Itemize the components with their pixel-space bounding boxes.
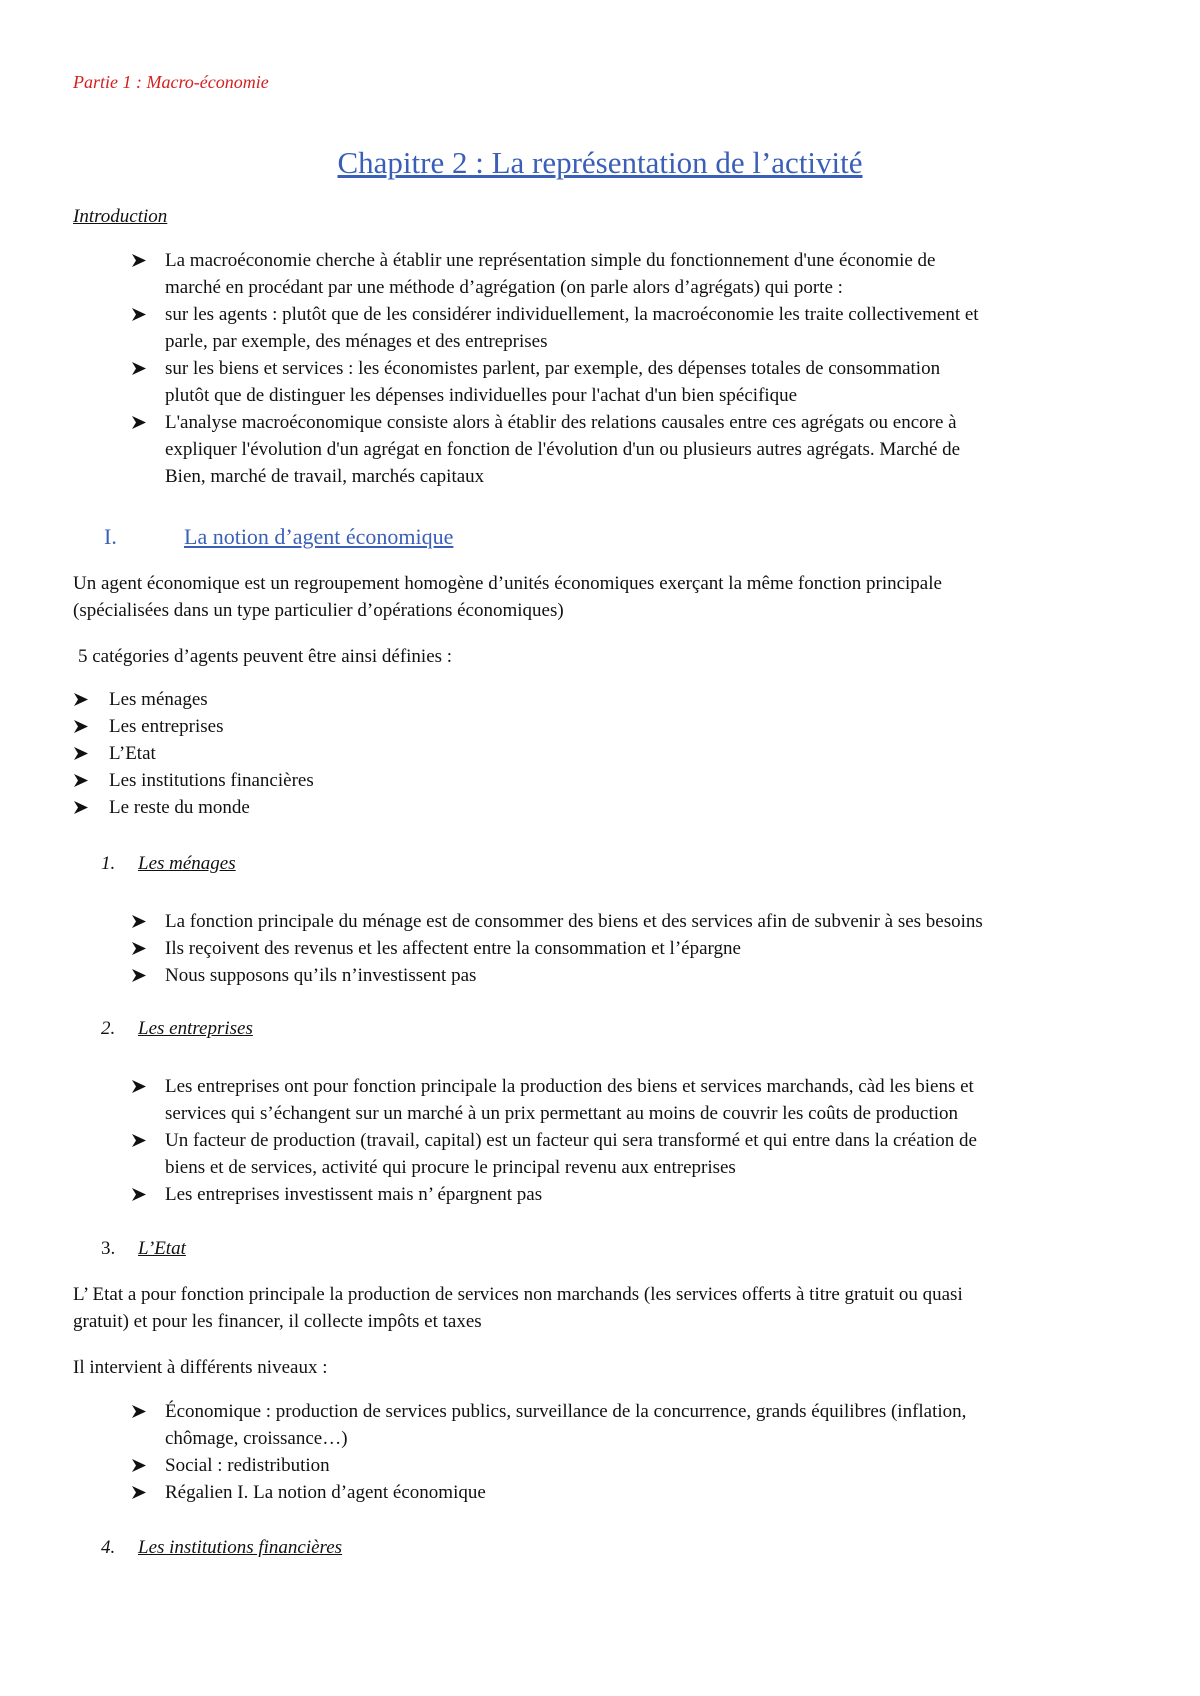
text-line: Ils reçoivent des revenus et les affectent entre la consommation et l’épargne [165, 938, 741, 959]
text-line: Les entreprises ont pour fonction principale la production des biens et services marchands, càd les biens et [165, 1076, 974, 1097]
text-line: sur les agents : plutôt que de les considérer individuellement, la macroéconomie les traite collectivement et [165, 304, 979, 325]
subsection-heading-menages: 1. Les ménages [101, 853, 236, 874]
text-line: Régalien I. La notion d’agent économique [165, 1482, 486, 1503]
arrow-bullet-icon [131, 415, 147, 430]
text-line: Les ménages [109, 689, 208, 710]
text-line: La macroéconomie cherche à établir une représentation simple du fonctionnement d'une économie de [165, 250, 936, 271]
text-line: La fonction principale du ménage est de consommer des biens et des services afin de subvenir à ses besoins [165, 911, 983, 932]
subsection-heading-etat: 3. L’Etat [101, 1238, 186, 1259]
arrow-bullet-icon [73, 719, 89, 734]
arrow-bullet-icon [131, 1404, 147, 1419]
section-heading-agent: I. La notion d’agent économique [104, 524, 454, 549]
category-list-item [73, 767, 1073, 794]
category-list-item [73, 794, 1073, 821]
text-line: biens et de services, activité qui procure le principal revenu aux entreprises [165, 1157, 736, 1178]
arrow-bullet-icon [131, 914, 147, 929]
introduction-list-item [131, 247, 1131, 301]
arrow-bullet-icon [131, 307, 147, 322]
text-line: marché en procédant par une méthode d’agrégation (on parle alors d’agrégats) qui porte : [165, 277, 843, 298]
introduction-heading: Introduction [73, 206, 168, 227]
introduction-list-item [131, 301, 1131, 355]
text-line: Les entreprises investissent mais n’ épargnent pas [165, 1184, 543, 1205]
etat-levels-list [131, 1398, 1131, 1506]
text-line: expliquer l'évolution d'un agrégat en fonction de l'évolution d'un ou plusieurs autres agrégats. Marché de [165, 439, 961, 460]
text-line: (spécialisées dans un type particulier d’opérations économiques) [73, 600, 564, 621]
arrow-bullet-icon [131, 1485, 147, 1500]
text-line: L'analyse macroéconomique consiste alors à établir des relations causales entre ces agrégats ou encore à [165, 412, 957, 433]
etat-level-item [131, 1452, 1131, 1479]
text-line: sur les biens et services : les économistes parlent, par exemple, des dépenses totales de consommation [165, 358, 941, 379]
text-line: Les institutions financières [109, 770, 314, 791]
arrow-bullet-icon [131, 941, 147, 956]
arrow-bullet-icon [131, 1458, 147, 1473]
text-line: Économique : production de services publics, surveillance de la concurrence, grands équilibres (inflation, [165, 1401, 967, 1422]
entreprises-list-item [131, 1127, 1131, 1181]
text-line: chômage, croissance…) [165, 1428, 348, 1449]
arrow-bullet-icon [131, 1133, 147, 1148]
entreprises-list [131, 1073, 1131, 1208]
etat-definition [73, 1281, 1133, 1335]
categories-list [73, 686, 1073, 821]
arrow-bullet-icon [131, 1187, 147, 1202]
text-line: Social : redistribution [165, 1455, 330, 1476]
entreprises-list-item [131, 1073, 1131, 1127]
menages-list-item [131, 908, 1131, 935]
chapter-title: Chapitre 2 : La représentation de l’activité [337, 145, 863, 180]
text-line: parle, par exemple, des ménages et des entreprises [165, 331, 548, 352]
menages-list-item [131, 935, 1131, 962]
subsection-heading-entreprises: 2. Les entreprises [101, 1018, 253, 1039]
category-list-item [73, 686, 1073, 713]
text-line: Le reste du monde [109, 797, 250, 818]
arrow-bullet-icon [73, 800, 89, 815]
text-line: Un agent économique est un regroupement homogène d’unités économiques exerçant la même fonction principale [73, 573, 942, 594]
etat-level-item [131, 1479, 1131, 1506]
subsection-heading-institutions: 4. Les institutions financières [101, 1537, 343, 1558]
text-line: L’ Etat a pour fonction principale la production de services non marchands (les services offerts à titre gratuit ou quasi [73, 1284, 963, 1305]
entreprises-list-item [131, 1181, 1131, 1208]
arrow-bullet-icon [131, 361, 147, 376]
category-list-item [73, 713, 1073, 740]
arrow-bullet-icon [73, 773, 89, 788]
arrow-bullet-icon [73, 746, 89, 761]
text-line: gratuit) et pour les financer, il collecte impôts et taxes [73, 1311, 482, 1332]
arrow-bullet-icon [131, 1079, 147, 1094]
text-line: Les entreprises [109, 716, 224, 737]
arrow-bullet-icon [73, 692, 89, 707]
categories-intro: 5 catégories d’agents peuvent être ainsi définies : [78, 646, 453, 667]
text-line: services qui s’échangent sur un marché à un prix permettant au moins de couvrir les coûts de production [165, 1103, 959, 1124]
text-line: L’Etat [109, 743, 156, 764]
text-line: Bien, marché de travail, marchés capitaux [165, 466, 485, 487]
text-line: plutôt que de distinguer les dépenses individuelles pour l'achat d'un bien spécifique [165, 385, 798, 406]
introduction-list [131, 247, 1131, 490]
agent-definition [73, 570, 1133, 624]
introduction-list-item [131, 355, 1131, 409]
levels-intro: Il intervient à différents niveaux : [73, 1357, 328, 1378]
arrow-bullet-icon [131, 968, 147, 983]
text-line: Nous supposons qu’ils n’investissent pas [165, 965, 477, 986]
menages-list-item [131, 962, 1131, 989]
etat-level-item [131, 1398, 1131, 1452]
part-header: Partie 1 : Macro-économie [73, 72, 269, 92]
arrow-bullet-icon [131, 253, 147, 268]
text-line: Un facteur de production (travail, capital) est un facteur qui sera transformé et qui entre dans la création de [165, 1130, 977, 1151]
category-list-item [73, 740, 1073, 767]
menages-list [131, 908, 1131, 989]
introduction-list-item [131, 409, 1131, 490]
